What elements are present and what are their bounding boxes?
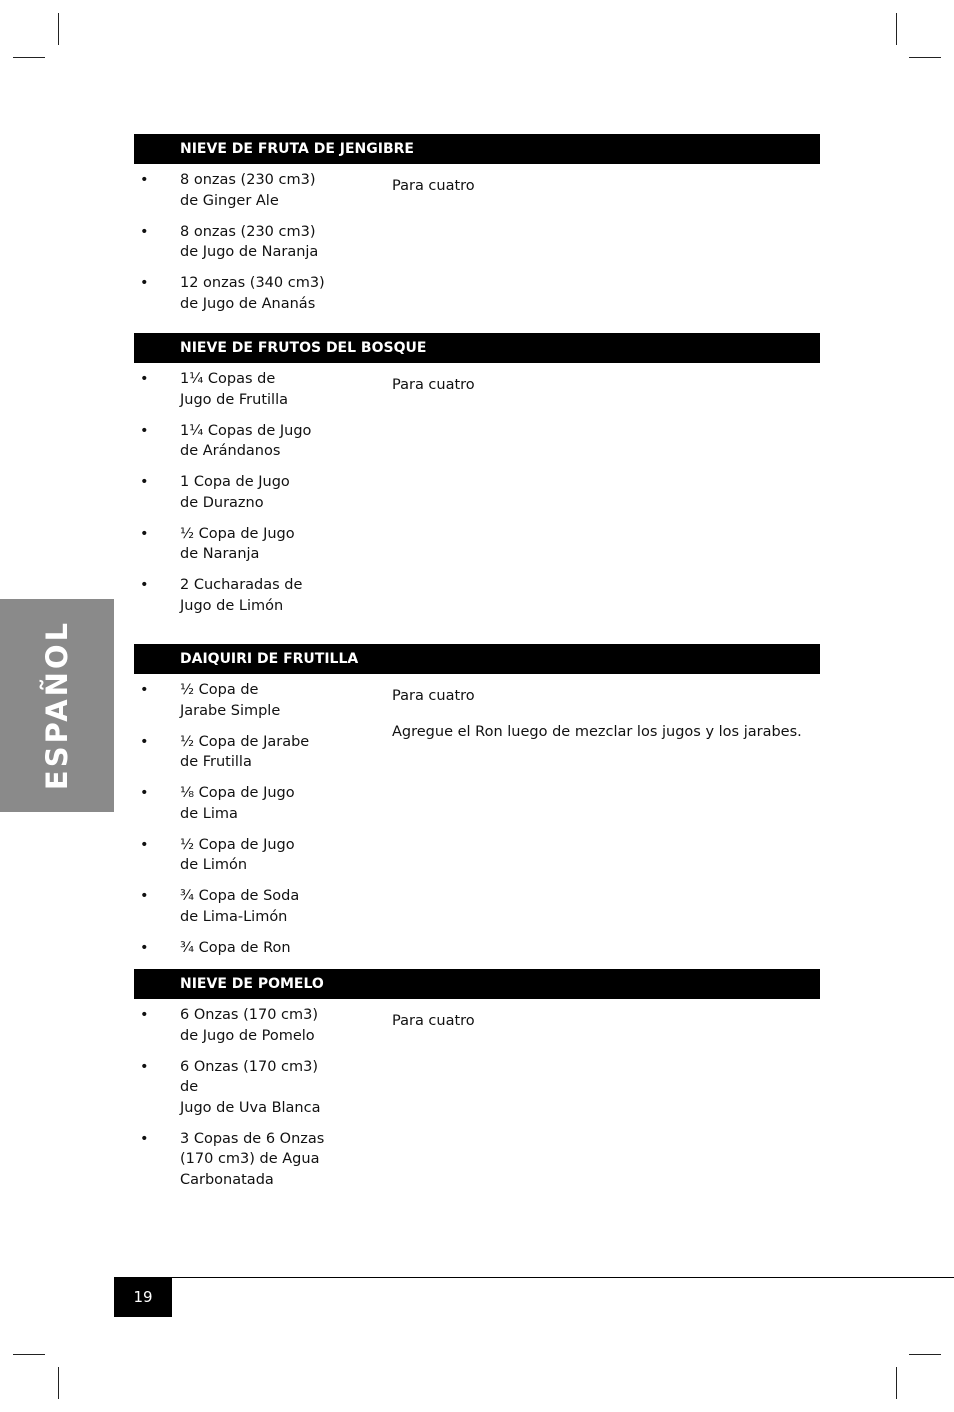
- recipe-notes: [392, 176, 812, 212]
- bullet-icon: •: [140, 939, 149, 956]
- ingredient-text: 12 onzas (340 cm3) de Jugo de Ananás: [180, 275, 325, 312]
- ingredient-text: ½ Copa de Jarabe de Frutilla: [180, 733, 310, 770]
- recipe-notes: [392, 1011, 812, 1047]
- bullet-icon: •: [140, 785, 149, 801]
- list-item: [134, 575, 334, 616]
- recipe-notes: [392, 375, 812, 411]
- recipe-title: DAIQUIRI DE FRUTILLA: [134, 644, 820, 674]
- ingredient-text: 3 Copas de 6 Onzas (170 cm3) de Agua Carbonatada: [180, 1130, 325, 1188]
- list-item: [134, 783, 334, 824]
- ingredient-text: ¾ Copa de Ron: [180, 939, 291, 956]
- crop-mark: [13, 1354, 45, 1355]
- ingredient-text: ½ Copa de Jugo de Limón: [180, 836, 295, 873]
- crop-mark: [909, 1354, 941, 1355]
- language-side-tab: [0, 599, 114, 812]
- list-item: [134, 1005, 334, 1046]
- ingredient-text: 1 Copa de Jugo de Durazno: [180, 474, 290, 511]
- recipe-section: [134, 644, 820, 969]
- bullet-icon: •: [140, 422, 149, 439]
- crop-mark: [909, 57, 941, 58]
- list-item: [134, 835, 334, 876]
- page-number: 19: [114, 1278, 172, 1317]
- recipe-section: [134, 134, 820, 325]
- ingredient-text: ½ Copa de Jugo de Naranja: [180, 525, 295, 562]
- list-item: [134, 886, 334, 927]
- recipe-title: NIEVE DE FRUTA DE JENGIBRE: [134, 134, 820, 164]
- ingredient-text: ⅛ Copa de Jugo de Lima: [180, 785, 295, 822]
- crop-mark: [896, 13, 897, 45]
- language-label: ESPAÑOL: [40, 619, 74, 791]
- bullet-icon: •: [140, 1130, 149, 1147]
- bullet-icon: •: [140, 1007, 149, 1023]
- ingredient-text: 1¼ Copas de Jugo de Frutilla: [180, 371, 288, 408]
- list-item: [134, 1129, 334, 1191]
- bullet-icon: •: [140, 223, 149, 240]
- ingredient-text: 2 Cucharadas de Jugo de Limón: [180, 577, 303, 614]
- ingredient-text: 1¼ Copas de Jugo de Arándanos: [180, 422, 312, 459]
- bullet-icon: •: [140, 371, 149, 387]
- bullet-icon: •: [140, 888, 149, 904]
- crop-mark: [58, 1367, 59, 1399]
- ingredient-text: 6 Onzas (170 cm3) de Jugo de Uva Blanca: [180, 1058, 321, 1116]
- bullet-icon: •: [140, 733, 149, 750]
- servings-note: Para cuatro: [392, 377, 475, 393]
- list-item: [134, 369, 334, 410]
- footer-rule: [114, 1277, 954, 1278]
- servings-note: Para cuatro: [392, 688, 475, 704]
- list-item: [134, 273, 334, 314]
- list-item: [134, 222, 334, 263]
- ingredient-text: 8 onzas (230 cm3) de Jugo de Naranja: [180, 223, 319, 260]
- ingredient-text: ½ Copa de Jarabe Simple: [180, 682, 281, 719]
- ingredient-text: ¾ Copa de Soda de Lima-Limón: [180, 888, 300, 925]
- instruction-note: Agregue el Ron luego de mezclar los jugos y los jarabes.: [392, 724, 802, 740]
- recipe-title: NIEVE DE FRUTOS DEL BOSQUE: [134, 333, 820, 363]
- ingredient-list: [134, 369, 334, 616]
- crop-mark: [896, 1367, 897, 1399]
- bullet-icon: •: [140, 836, 149, 853]
- list-item: [134, 472, 334, 513]
- bullet-icon: •: [140, 682, 149, 698]
- ingredient-list: [134, 170, 334, 314]
- servings-note: Para cuatro: [392, 178, 475, 194]
- ingredient-text: 8 onzas (230 cm3) de Ginger Ale: [180, 172, 316, 209]
- list-item: [134, 1057, 334, 1119]
- bullet-icon: •: [140, 275, 149, 291]
- recipe-section: [134, 333, 820, 627]
- list-item: [134, 938, 334, 959]
- list-item: [134, 524, 334, 565]
- bullet-icon: •: [140, 474, 149, 490]
- bullet-icon: •: [140, 1058, 149, 1075]
- bullet-icon: •: [140, 525, 149, 542]
- list-item: [134, 680, 334, 721]
- recipe-section: [134, 969, 820, 1201]
- crop-mark: [13, 57, 45, 58]
- crop-mark: [58, 13, 59, 45]
- recipe-title: NIEVE DE POMELO: [134, 969, 820, 999]
- ingredient-list: [134, 1005, 334, 1190]
- list-item: [134, 170, 334, 211]
- bullet-icon: •: [140, 172, 149, 188]
- list-item: [134, 732, 334, 773]
- bullet-icon: •: [140, 577, 149, 593]
- ingredient-text: 6 Onzas (170 cm3) de Jugo de Pomelo: [180, 1007, 319, 1044]
- servings-note: Para cuatro: [392, 1013, 475, 1029]
- ingredient-list: [134, 680, 334, 958]
- list-item: [134, 421, 334, 462]
- recipe-notes: [392, 686, 812, 758]
